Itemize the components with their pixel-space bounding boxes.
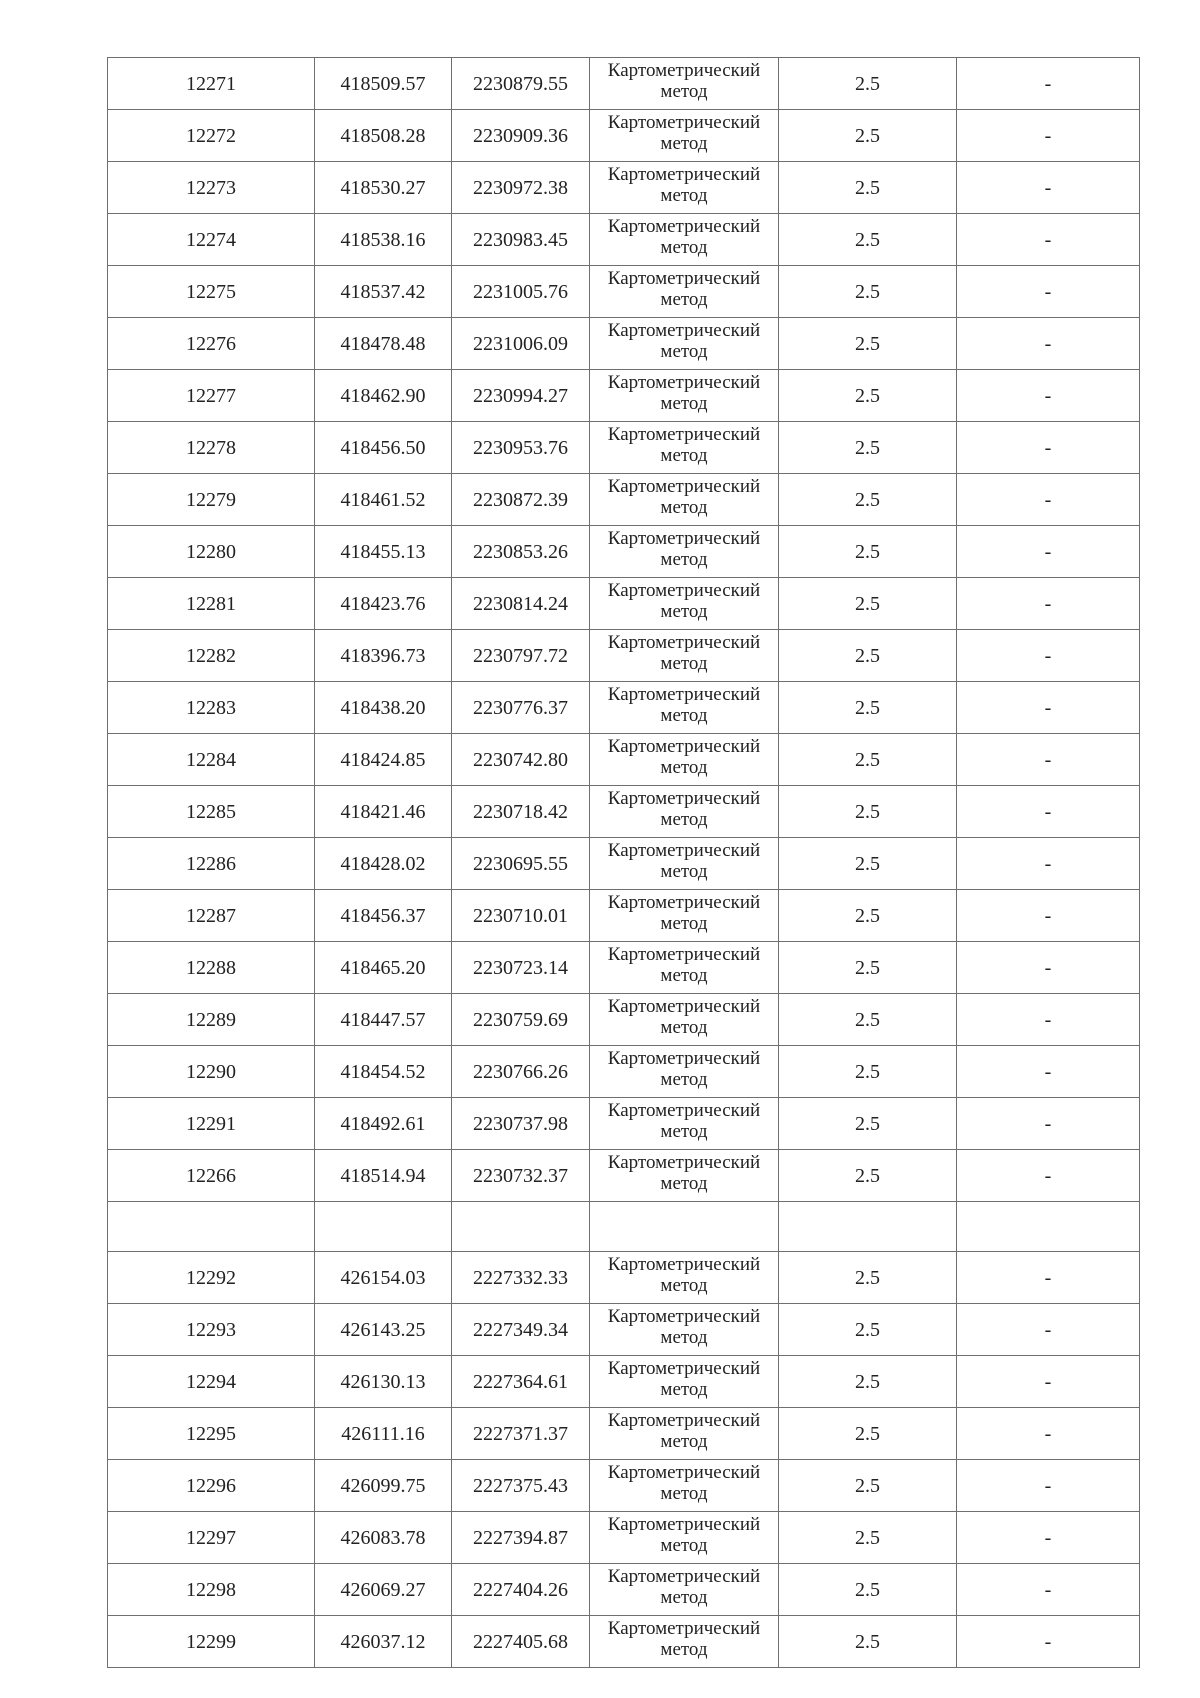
- note-cell: -: [957, 734, 1140, 786]
- method-line-1: Картометрический: [607, 528, 761, 549]
- method-cell: [590, 1564, 779, 1616]
- method-cell: [590, 266, 779, 318]
- table-row: [108, 1460, 1140, 1512]
- table-row: [108, 526, 1140, 578]
- x-coordinate-cell: 418514.94: [315, 1150, 452, 1202]
- accuracy-cell: 2.5: [779, 1150, 957, 1202]
- method-cell: [590, 942, 779, 994]
- method-line-2: метод: [660, 81, 708, 102]
- point-number-cell: 12281: [108, 578, 315, 630]
- method-line-1: Картометрический: [607, 1618, 761, 1639]
- y-coordinate-cell: 2227332.33: [452, 1252, 590, 1304]
- method-line-1: Картометрический: [607, 60, 761, 81]
- y-coordinate-cell: 2230776.37: [452, 682, 590, 734]
- method-cell: [590, 526, 779, 578]
- x-coordinate-cell: 418538.16: [315, 214, 452, 266]
- accuracy-cell: 2.5: [779, 786, 957, 838]
- method-line-1: Картометрический: [607, 424, 761, 445]
- method-line-2: метод: [660, 1327, 708, 1348]
- method-line-2: метод: [660, 913, 708, 934]
- empty-cell: [315, 1202, 452, 1252]
- point-number-cell: 12295: [108, 1408, 315, 1460]
- note-cell: -: [957, 630, 1140, 682]
- y-coordinate-cell: 2230909.36: [452, 110, 590, 162]
- accuracy-cell: 2.5: [779, 682, 957, 734]
- method-cell: [590, 214, 779, 266]
- method-line-2: метод: [660, 1069, 708, 1090]
- method-line-2: метод: [660, 1587, 708, 1608]
- note-cell: -: [957, 942, 1140, 994]
- method-line-2: метод: [660, 1173, 708, 1194]
- method-line-1: Картометрический: [607, 1100, 761, 1121]
- method-cell: [590, 994, 779, 1046]
- point-number-cell: 12274: [108, 214, 315, 266]
- method-cell: [590, 630, 779, 682]
- table-row: [108, 942, 1140, 994]
- x-coordinate-cell: 426154.03: [315, 1252, 452, 1304]
- method-line-1: Картометрический: [607, 1048, 761, 1069]
- x-coordinate-cell: 418455.13: [315, 526, 452, 578]
- table-row: [108, 162, 1140, 214]
- note-cell: -: [957, 58, 1140, 110]
- accuracy-cell: 2.5: [779, 994, 957, 1046]
- point-number-cell: 12296: [108, 1460, 315, 1512]
- method-line-1: Картометрический: [607, 112, 761, 133]
- table-row-blank: [108, 1202, 1140, 1252]
- table-row: [108, 734, 1140, 786]
- method-line-2: метод: [660, 497, 708, 518]
- x-coordinate-cell: 426130.13: [315, 1356, 452, 1408]
- accuracy-cell: 2.5: [779, 578, 957, 630]
- accuracy-cell: 2.5: [779, 526, 957, 578]
- coordinates-table-body: [108, 58, 1140, 1668]
- table-row: [108, 630, 1140, 682]
- y-coordinate-cell: 2227375.43: [452, 1460, 590, 1512]
- y-coordinate-cell: 2230972.38: [452, 162, 590, 214]
- point-number-cell: 12283: [108, 682, 315, 734]
- y-coordinate-cell: 2230853.26: [452, 526, 590, 578]
- coordinates-table: [107, 57, 1140, 1668]
- method-line-2: метод: [660, 1275, 708, 1296]
- method-line-1: Картометрический: [607, 580, 761, 601]
- table-row: [108, 838, 1140, 890]
- method-line-2: метод: [660, 1431, 708, 1452]
- y-coordinate-cell: 2230994.27: [452, 370, 590, 422]
- method-line-2: метод: [660, 445, 708, 466]
- method-cell: [590, 422, 779, 474]
- table-row: [108, 474, 1140, 526]
- x-coordinate-cell: 418454.52: [315, 1046, 452, 1098]
- method-cell: [590, 734, 779, 786]
- method-line-2: метод: [660, 1121, 708, 1142]
- method-line-2: метод: [660, 341, 708, 362]
- x-coordinate-cell: 418492.61: [315, 1098, 452, 1150]
- method-line-1: Картометрический: [607, 944, 761, 965]
- note-cell: -: [957, 214, 1140, 266]
- note-cell: -: [957, 786, 1140, 838]
- y-coordinate-cell: 2227371.37: [452, 1408, 590, 1460]
- x-coordinate-cell: 418530.27: [315, 162, 452, 214]
- method-cell: [590, 1616, 779, 1668]
- note-cell: -: [957, 1616, 1140, 1668]
- empty-cell: [452, 1202, 590, 1252]
- accuracy-cell: 2.5: [779, 58, 957, 110]
- method-line-1: Картометрический: [607, 632, 761, 653]
- method-line-1: Картометрический: [607, 892, 761, 913]
- x-coordinate-cell: 418447.57: [315, 994, 452, 1046]
- note-cell: -: [957, 1098, 1140, 1150]
- point-number-cell: 12279: [108, 474, 315, 526]
- note-cell: -: [957, 1356, 1140, 1408]
- method-line-2: метод: [660, 809, 708, 830]
- point-number-cell: 12293: [108, 1304, 315, 1356]
- method-line-1: Картометрический: [607, 1566, 761, 1587]
- y-coordinate-cell: 2230766.26: [452, 1046, 590, 1098]
- table-row: [108, 1408, 1140, 1460]
- method-line-1: Картометрический: [607, 1254, 761, 1275]
- method-line-2: метод: [660, 237, 708, 258]
- note-cell: -: [957, 162, 1140, 214]
- note-cell: -: [957, 422, 1140, 474]
- method-cell: [590, 682, 779, 734]
- point-number-cell: 12266: [108, 1150, 315, 1202]
- method-line-1: Картометрический: [607, 476, 761, 497]
- accuracy-cell: 2.5: [779, 422, 957, 474]
- y-coordinate-cell: 2230732.37: [452, 1150, 590, 1202]
- note-cell: -: [957, 110, 1140, 162]
- y-coordinate-cell: 2230718.42: [452, 786, 590, 838]
- y-coordinate-cell: 2230953.76: [452, 422, 590, 474]
- point-number-cell: 12285: [108, 786, 315, 838]
- method-cell: [590, 1512, 779, 1564]
- method-line-2: метод: [660, 1639, 708, 1660]
- x-coordinate-cell: 418478.48: [315, 318, 452, 370]
- x-coordinate-cell: 418424.85: [315, 734, 452, 786]
- table-row: [108, 1564, 1140, 1616]
- y-coordinate-cell: 2227405.68: [452, 1616, 590, 1668]
- accuracy-cell: 2.5: [779, 1098, 957, 1150]
- method-cell: [590, 1150, 779, 1202]
- method-line-1: Картометрический: [607, 372, 761, 393]
- y-coordinate-cell: 2227364.61: [452, 1356, 590, 1408]
- method-line-2: метод: [660, 289, 708, 310]
- accuracy-cell: 2.5: [779, 734, 957, 786]
- point-number-cell: 12277: [108, 370, 315, 422]
- accuracy-cell: 2.5: [779, 1046, 957, 1098]
- point-number-cell: 12289: [108, 994, 315, 1046]
- method-cell: [590, 370, 779, 422]
- point-number-cell: 12278: [108, 422, 315, 474]
- table-row: [108, 318, 1140, 370]
- accuracy-cell: 2.5: [779, 1460, 957, 1512]
- point-number-cell: 12276: [108, 318, 315, 370]
- method-cell: [590, 474, 779, 526]
- x-coordinate-cell: 418509.57: [315, 58, 452, 110]
- method-line-2: метод: [660, 1017, 708, 1038]
- x-coordinate-cell: 426099.75: [315, 1460, 452, 1512]
- method-cell: [590, 1304, 779, 1356]
- point-number-cell: 12288: [108, 942, 315, 994]
- note-cell: -: [957, 1512, 1140, 1564]
- accuracy-cell: 2.5: [779, 1512, 957, 1564]
- point-number-cell: 12291: [108, 1098, 315, 1150]
- method-cell: [590, 786, 779, 838]
- point-number-cell: 12298: [108, 1564, 315, 1616]
- method-line-2: метод: [660, 185, 708, 206]
- method-line-1: Картометрический: [607, 268, 761, 289]
- method-line-2: метод: [660, 1535, 708, 1556]
- table-row: [108, 1098, 1140, 1150]
- y-coordinate-cell: 2227394.87: [452, 1512, 590, 1564]
- point-number-cell: 12272: [108, 110, 315, 162]
- x-coordinate-cell: 426083.78: [315, 1512, 452, 1564]
- method-line-1: Картометрический: [607, 1358, 761, 1379]
- x-coordinate-cell: 418465.20: [315, 942, 452, 994]
- method-cell: [590, 1046, 779, 1098]
- accuracy-cell: 2.5: [779, 1356, 957, 1408]
- note-cell: -: [957, 1150, 1140, 1202]
- point-number-cell: 12290: [108, 1046, 315, 1098]
- x-coordinate-cell: 418423.76: [315, 578, 452, 630]
- accuracy-cell: 2.5: [779, 474, 957, 526]
- empty-cell: [590, 1202, 779, 1252]
- y-coordinate-cell: 2230759.69: [452, 994, 590, 1046]
- method-line-1: Картометрический: [607, 1462, 761, 1483]
- note-cell: -: [957, 1252, 1140, 1304]
- method-cell: [590, 838, 779, 890]
- accuracy-cell: 2.5: [779, 630, 957, 682]
- note-cell: -: [957, 526, 1140, 578]
- point-number-cell: 12286: [108, 838, 315, 890]
- point-number-cell: 12297: [108, 1512, 315, 1564]
- point-number-cell: 12271: [108, 58, 315, 110]
- y-coordinate-cell: 2231006.09: [452, 318, 590, 370]
- y-coordinate-cell: 2230879.55: [452, 58, 590, 110]
- x-coordinate-cell: 418421.46: [315, 786, 452, 838]
- note-cell: -: [957, 578, 1140, 630]
- point-number-cell: 12273: [108, 162, 315, 214]
- method-cell: [590, 58, 779, 110]
- accuracy-cell: 2.5: [779, 214, 957, 266]
- x-coordinate-cell: 418461.52: [315, 474, 452, 526]
- table-row: [108, 370, 1140, 422]
- method-line-2: метод: [660, 133, 708, 154]
- point-number-cell: 12287: [108, 890, 315, 942]
- method-line-2: метод: [660, 705, 708, 726]
- note-cell: -: [957, 890, 1140, 942]
- table-row: [108, 578, 1140, 630]
- method-line-2: метод: [660, 653, 708, 674]
- table-row: [108, 994, 1140, 1046]
- x-coordinate-cell: 426111.16: [315, 1408, 452, 1460]
- note-cell: -: [957, 318, 1140, 370]
- point-number-cell: 12280: [108, 526, 315, 578]
- accuracy-cell: 2.5: [779, 890, 957, 942]
- method-line-1: Картометрический: [607, 1152, 761, 1173]
- accuracy-cell: 2.5: [779, 1304, 957, 1356]
- method-line-1: Картометрический: [607, 684, 761, 705]
- empty-cell: [108, 1202, 315, 1252]
- x-coordinate-cell: 418456.50: [315, 422, 452, 474]
- accuracy-cell: 2.5: [779, 1564, 957, 1616]
- note-cell: -: [957, 370, 1140, 422]
- table-row: [108, 422, 1140, 474]
- table-row: [108, 214, 1140, 266]
- table-row: [108, 1512, 1140, 1564]
- y-coordinate-cell: 2230872.39: [452, 474, 590, 526]
- y-coordinate-cell: 2230742.80: [452, 734, 590, 786]
- accuracy-cell: 2.5: [779, 110, 957, 162]
- method-line-1: Картометрический: [607, 320, 761, 341]
- x-coordinate-cell: 418537.42: [315, 266, 452, 318]
- accuracy-cell: 2.5: [779, 266, 957, 318]
- empty-cell: [957, 1202, 1140, 1252]
- table-row: [108, 1304, 1140, 1356]
- table-row: [108, 786, 1140, 838]
- y-coordinate-cell: 2227349.34: [452, 1304, 590, 1356]
- x-coordinate-cell: 426143.25: [315, 1304, 452, 1356]
- note-cell: -: [957, 1304, 1140, 1356]
- x-coordinate-cell: 418456.37: [315, 890, 452, 942]
- x-coordinate-cell: 418396.73: [315, 630, 452, 682]
- method-cell: [590, 1408, 779, 1460]
- y-coordinate-cell: 2230797.72: [452, 630, 590, 682]
- method-cell: [590, 1098, 779, 1150]
- x-coordinate-cell: 426069.27: [315, 1564, 452, 1616]
- note-cell: -: [957, 474, 1140, 526]
- accuracy-cell: 2.5: [779, 838, 957, 890]
- point-number-cell: 12282: [108, 630, 315, 682]
- method-cell: [590, 110, 779, 162]
- table-row: [108, 1616, 1140, 1668]
- method-line-2: метод: [660, 965, 708, 986]
- table-row: [108, 266, 1140, 318]
- x-coordinate-cell: 426037.12: [315, 1616, 452, 1668]
- method-cell: [590, 318, 779, 370]
- method-line-2: метод: [660, 861, 708, 882]
- point-number-cell: 12294: [108, 1356, 315, 1408]
- x-coordinate-cell: 418428.02: [315, 838, 452, 890]
- accuracy-cell: 2.5: [779, 1408, 957, 1460]
- method-line-2: метод: [660, 1379, 708, 1400]
- method-line-1: Картометрический: [607, 788, 761, 809]
- method-line-2: метод: [660, 601, 708, 622]
- method-cell: [590, 162, 779, 214]
- method-line-2: метод: [660, 1483, 708, 1504]
- accuracy-cell: 2.5: [779, 942, 957, 994]
- note-cell: -: [957, 266, 1140, 318]
- x-coordinate-cell: 418438.20: [315, 682, 452, 734]
- method-cell: [590, 1460, 779, 1512]
- accuracy-cell: 2.5: [779, 318, 957, 370]
- point-number-cell: 12299: [108, 1616, 315, 1668]
- note-cell: -: [957, 682, 1140, 734]
- table-row: [108, 890, 1140, 942]
- empty-cell: [779, 1202, 957, 1252]
- method-line-1: Картометрический: [607, 996, 761, 1017]
- table-row: [108, 1356, 1140, 1408]
- y-coordinate-cell: 2230710.01: [452, 890, 590, 942]
- point-number-cell: 12284: [108, 734, 315, 786]
- y-coordinate-cell: 2227404.26: [452, 1564, 590, 1616]
- note-cell: -: [957, 1408, 1140, 1460]
- method-line-1: Картометрический: [607, 1306, 761, 1327]
- table-row: [108, 58, 1140, 110]
- method-cell: [590, 1252, 779, 1304]
- point-number-cell: 12292: [108, 1252, 315, 1304]
- table-row: [108, 110, 1140, 162]
- accuracy-cell: 2.5: [779, 370, 957, 422]
- method-line-2: метод: [660, 549, 708, 570]
- method-cell: [590, 578, 779, 630]
- method-cell: [590, 890, 779, 942]
- method-line-1: Картометрический: [607, 736, 761, 757]
- note-cell: -: [957, 1564, 1140, 1616]
- y-coordinate-cell: 2230723.14: [452, 942, 590, 994]
- table-row: [108, 682, 1140, 734]
- accuracy-cell: 2.5: [779, 162, 957, 214]
- method-line-1: Картометрический: [607, 840, 761, 861]
- y-coordinate-cell: 2230695.55: [452, 838, 590, 890]
- method-line-2: метод: [660, 393, 708, 414]
- y-coordinate-cell: 2231005.76: [452, 266, 590, 318]
- method-cell: [590, 1356, 779, 1408]
- y-coordinate-cell: 2230814.24: [452, 578, 590, 630]
- x-coordinate-cell: 418462.90: [315, 370, 452, 422]
- method-line-1: Картометрический: [607, 1410, 761, 1431]
- point-number-cell: 12275: [108, 266, 315, 318]
- accuracy-cell: 2.5: [779, 1252, 957, 1304]
- note-cell: -: [957, 838, 1140, 890]
- note-cell: -: [957, 1046, 1140, 1098]
- y-coordinate-cell: 2230983.45: [452, 214, 590, 266]
- table-row: [108, 1150, 1140, 1202]
- x-coordinate-cell: 418508.28: [315, 110, 452, 162]
- table-row: [108, 1252, 1140, 1304]
- method-line-1: Картометрический: [607, 164, 761, 185]
- method-line-1: Картометрический: [607, 1514, 761, 1535]
- table-row: [108, 1046, 1140, 1098]
- method-line-2: метод: [660, 757, 708, 778]
- note-cell: -: [957, 1460, 1140, 1512]
- note-cell: -: [957, 994, 1140, 1046]
- method-line-1: Картометрический: [607, 216, 761, 237]
- accuracy-cell: 2.5: [779, 1616, 957, 1668]
- y-coordinate-cell: 2230737.98: [452, 1098, 590, 1150]
